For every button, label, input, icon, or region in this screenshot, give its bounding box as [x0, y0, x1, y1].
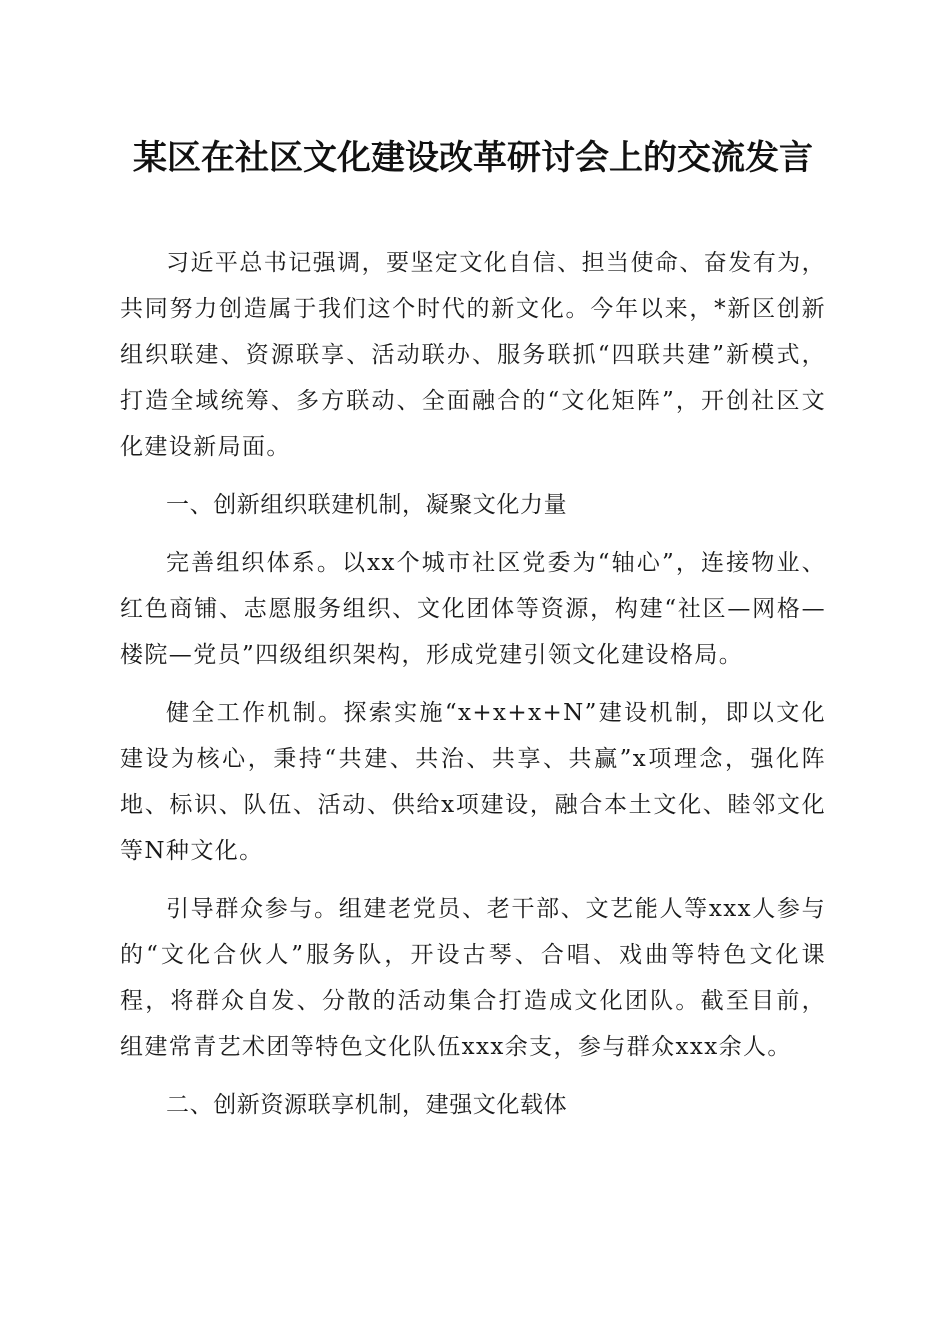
- document-page: [120, 128, 826, 1140]
- section-paragraph: 健全工作机制。探索实施“x+x+x+N”建设机制，即以文化建设为核心，秉持“共建、共治、共享、共赢”x项理念，强化阵地、标识、队伍、活动、供给x项建设，融合本土文化、睦邻文化等N种文化。: [120, 700, 826, 864]
- section-1: [120, 482, 826, 1070]
- section-2: [120, 1082, 826, 1128]
- document-title: 某区在社区文化建设改革研讨会上的交流发言: [133, 138, 813, 178]
- section-paragraph: 引导群众参与。组建老党员、老干部、文艺能人等xxx人参与的“文化合伙人”服务队，开设古琴、合唱、戏曲等特色文化课程，将群众自发、分散的活动集合打造成文化团队。截至目前，组建常青艺术团等特色文化队伍xxx余支，参与群众xxx余人。: [120, 896, 826, 1060]
- section-paragraph: 完善组织体系。以xx个城市社区党委为“轴心”，连接物业、红色商铺、志愿服务组织、文化团体等资源，构建“社区—网格—楼院—党员”四级组织架构，形成党建引领文化建设格局。: [120, 550, 826, 668]
- section-heading: 一、创新组织联建机制，凝聚文化力量: [166, 492, 568, 518]
- section-heading: 二、创新资源联享机制，建强文化载体: [166, 1092, 568, 1118]
- intro-paragraph: 习近平总书记强调，要坚定文化自信、担当使命、奋发有为，共同努力创造属于我们这个时代的新文化。今年以来，*新区创新组织联建、资源联享、活动联办、服务联抓“四联共建”新模式，打造全域统筹、多方联动、全面融合的“文化矩阵”，开创社区文化建设新局面。: [120, 250, 826, 460]
